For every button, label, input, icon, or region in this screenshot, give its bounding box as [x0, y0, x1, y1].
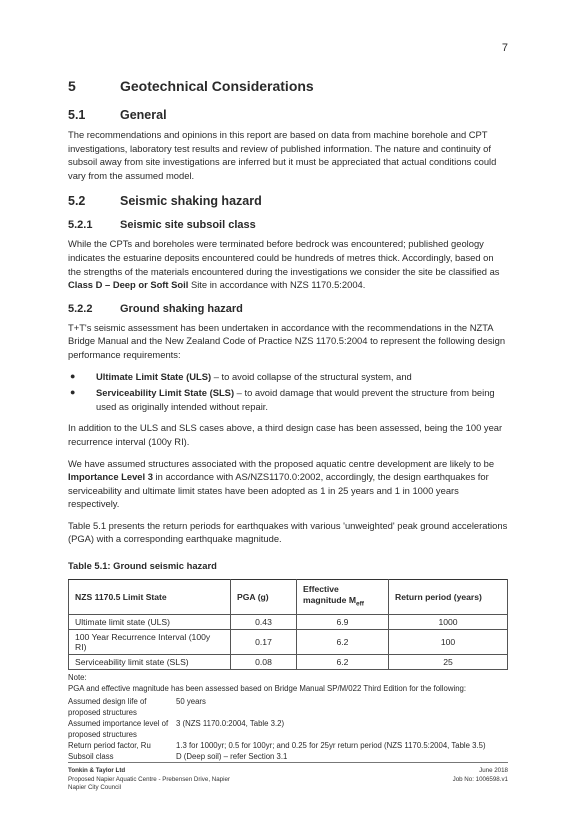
page-number: 7 [501, 42, 508, 54]
note-item [68, 718, 508, 740]
notes-label: Note: [68, 672, 87, 682]
seismic-hazard-table [68, 579, 508, 670]
note-value: 50 years [176, 696, 206, 706]
subsection-heading-seismic [68, 194, 508, 208]
text-run: in accordance with AS/NZS1170.0:2002, accordingly, the design earthquakes for serviceability and ultimate limit states have been adopted as 1 in 25 years and 1 in 1000 years respectively. [68, 471, 489, 510]
cell-return-period: 100 [389, 629, 508, 654]
cell-state: Ultimate limit state (ULS) [69, 614, 231, 629]
footer-job-number: Job No: 1006598.v1 [452, 775, 508, 783]
note-value: 1.3 for 1000yr; 0.5 for 100yr; and 0.25 for 25yr return period (NZS 1170.5:2004, Table 3.5) [176, 740, 486, 750]
list-item [68, 386, 508, 413]
cell-state: 100 Year Recurrence Interval (100y RI) [69, 629, 231, 654]
list-item-bold: Serviceability Limit State (SLS) [96, 387, 235, 399]
subsoil-paragraph [68, 237, 508, 291]
column-header-state: NZS 1170.5 Limit State [69, 580, 231, 615]
note-item [68, 696, 508, 718]
subsubsection-heading-subsoil [68, 219, 508, 231]
footer-left [68, 767, 230, 793]
ground-paragraph-4: Table 5.1 presents the return periods for earthquakes with various 'unweighted' peak ground accelerations (PGA) with a corresponding earthquake magnitude. [68, 519, 508, 545]
subsubsection-number: 5.2.1 [68, 219, 93, 232]
note-item [68, 740, 508, 751]
footer-date: June 2018 [479, 767, 508, 774]
bullet-icon: ● [70, 387, 76, 398]
footer-client: Napier City Council [68, 784, 121, 792]
section-title: Geotechnical Considerations [120, 78, 314, 94]
subsubsection-title: Ground shaking hazard [120, 302, 243, 315]
general-paragraph: The recommendations and opinions in this report are based on data from machine borehole and CPT investigations, laboratory test results and review of published information. The nature and continuity of subsoil away from site investigations are inferred but it must be appreciated that actual conditions could vary from the assumed model. [68, 129, 497, 181]
section-heading [68, 78, 508, 94]
text-run: While the CPTs and boreholes were terminated before bedrock was encountered; published geology indicates the estuarine deposits encountered could be hundreds of metres thick. Accordingly, based on the strengths of the materials encountered during the investigations we consider the site be classified as [68, 238, 500, 277]
ground-paragraph-2: In addition to the ULS and SLS cases above, a third design case has been assessed, being the 100 year recurrence interval (100y RI). [68, 422, 503, 447]
subsection-title: General [120, 108, 167, 122]
table-row [69, 614, 508, 629]
footer-right [453, 767, 508, 784]
table-row [69, 629, 508, 654]
subsection-number: 5.1 [68, 108, 86, 122]
note-label: Assumed importance level of proposed structures [68, 718, 169, 739]
page-body [68, 78, 508, 762]
page-footer [68, 762, 508, 792]
text-run: Site in accordance with NZS 1170.5:2004. [188, 279, 366, 291]
column-header-pga: PGA (g) [231, 580, 297, 615]
note-value: 3 (NZS 1170.0:2004, Table 3.2) [176, 718, 285, 728]
text-run: magnitude M [303, 595, 356, 606]
bullet-icon: ● [70, 370, 76, 381]
requirements-list [68, 370, 508, 414]
text-run: We have assumed structures associated with the proposed aquatic centre development are likely to be [68, 457, 495, 469]
table-header-row [69, 580, 508, 615]
subsubsection-number: 5.2.2 [68, 302, 93, 315]
cell-return-period: 1000 [389, 614, 508, 629]
importance-level-text: Importance Level 3 [68, 471, 153, 483]
list-item-text [96, 386, 508, 413]
magnitude-header-line2 [303, 595, 382, 610]
ground-paragraph-1: T+T's seismic assessment has been undertaken in accordance with the recommendations in the NZTA Bridge Manual and the New Zealand Code of Practice NZS 1170.5:2004 to represent the following design performance requirements: [68, 321, 506, 360]
magnitude-subscript: eff [356, 600, 364, 608]
subsubsection-heading-ground [68, 303, 508, 315]
subsection-number: 5.2 [68, 194, 86, 209]
footer-firm: Tonkin & Taylor Ltd [68, 767, 126, 774]
subsection-heading-general [68, 108, 508, 122]
cell-pga: 0.08 [231, 654, 297, 669]
text-run: – to avoid damage that would prevent the structure from being used as originally intended without repair. [96, 387, 495, 412]
note-value: D (Deep soil) – refer Section 3.1 [176, 751, 288, 761]
ground-paragraph-3 [68, 457, 508, 511]
footer-project: Proposed Napier Aquatic Centre - Prebensen Drive, Napier [68, 775, 230, 783]
list-item-text [96, 370, 412, 384]
table-row [69, 654, 508, 669]
table-caption: Table 5.1: Ground seismic hazard [68, 560, 217, 572]
cell-magnitude: 6.9 [297, 614, 389, 629]
cell-return-period: 25 [389, 654, 508, 669]
note-item [68, 751, 508, 762]
notes-intro: PGA and effective magnitude has been assessed based on Bridge Manual SP/M/022 Third Edition for the following: [68, 683, 467, 693]
list-item-bold: Ultimate Limit State (ULS) [96, 370, 212, 382]
cell-state: Serviceability limit state (SLS) [69, 654, 231, 669]
cell-pga: 0.43 [231, 614, 297, 629]
column-header-return-period: Return period (years) [389, 580, 508, 615]
column-header-magnitude [297, 580, 389, 615]
cell-magnitude: 6.2 [297, 654, 389, 669]
note-label: Assumed design life of proposed structures [68, 696, 147, 717]
subsubsection-title: Seismic site subsoil class [120, 219, 256, 232]
note-label: Subsoil class [68, 751, 114, 761]
note-label: Return period factor, Ru [68, 740, 151, 750]
magnitude-header-line1: Effective [303, 584, 339, 595]
section-number: 5 [68, 78, 76, 94]
cell-magnitude: 6.2 [297, 629, 389, 654]
text-run: – to avoid collapse of the structural system, and [211, 370, 412, 382]
list-item [68, 370, 508, 384]
table-notes [68, 672, 508, 762]
site-class-text: Class D – Deep or Soft Soil [68, 279, 189, 291]
cell-pga: 0.17 [231, 629, 297, 654]
subsection-title: Seismic shaking hazard [120, 194, 262, 209]
